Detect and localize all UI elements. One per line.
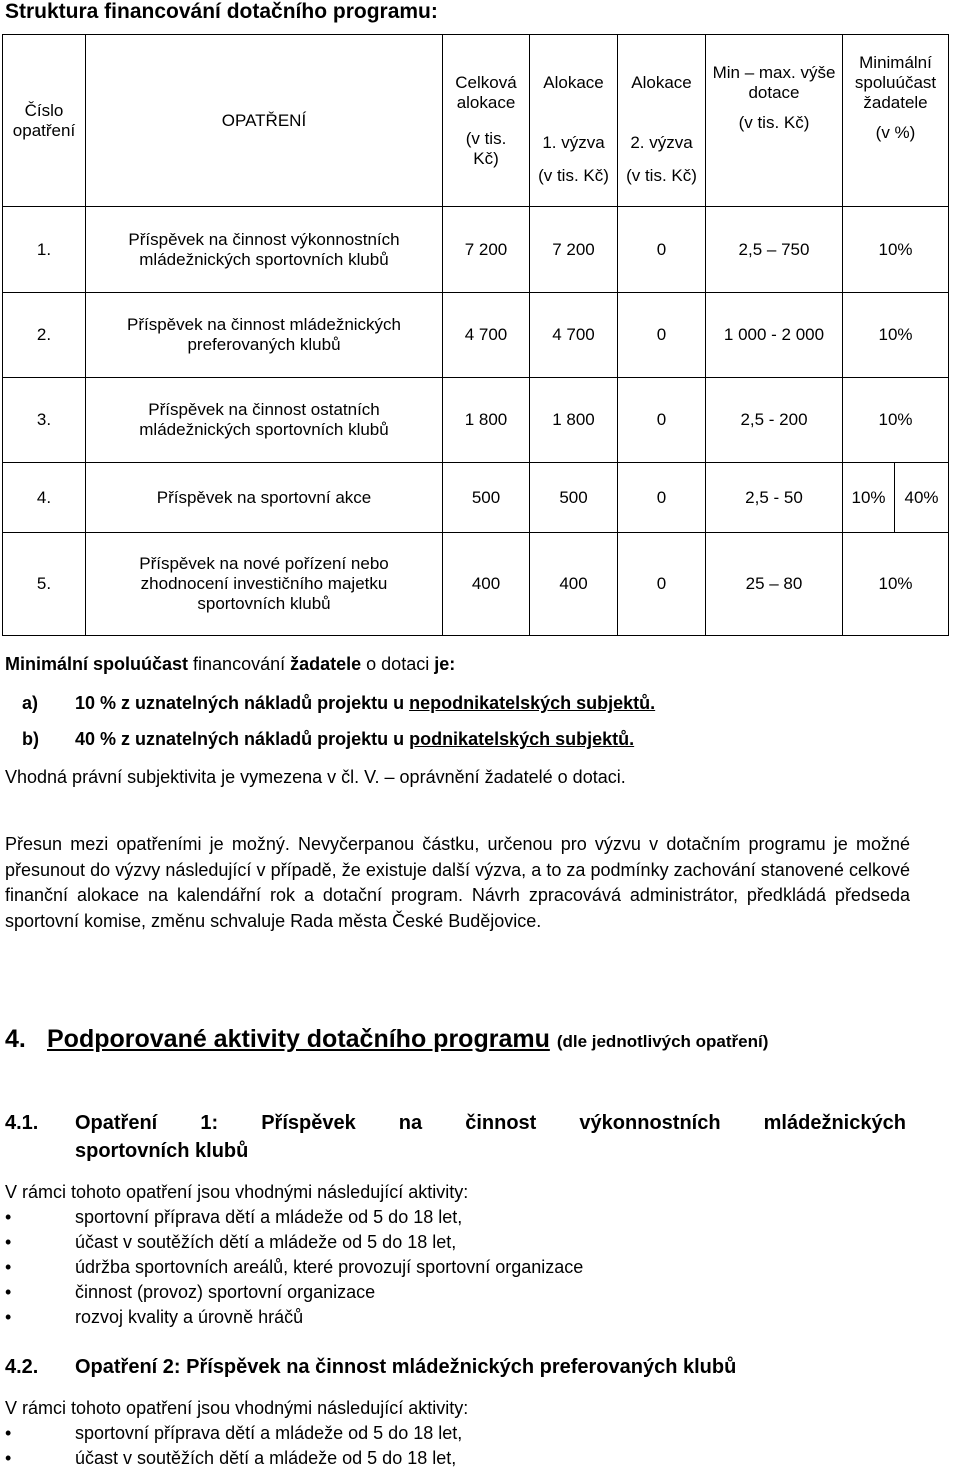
list-item: • účast v soutěžích dětí a mládeže od 5 do 18 let,	[5, 1448, 457, 1468]
header-alokace-2: Alokace 2. výzva (v tis. Kč)	[618, 35, 706, 207]
row-vyzva-2: 0	[618, 207, 706, 293]
table-row	[3, 463, 949, 533]
table-row	[3, 207, 949, 293]
row-spoluucast: 10%	[843, 293, 949, 378]
row-number: 4.	[3, 463, 86, 533]
section-4-1-intro: V rámci tohoto opatření jsou vhodnými následující aktivity:	[5, 1182, 469, 1202]
row-vyzva-2: 0	[618, 533, 706, 636]
row-celkova: 400	[443, 533, 530, 636]
list-item: • sportovní příprava dětí a mládeže od 5 do 18 let,	[5, 1423, 463, 1443]
section-4-1-title-line2: sportovních klubů	[75, 1140, 249, 1162]
row-number: 5.	[3, 533, 86, 636]
list-item: • účast v soutěžích dětí a mládeže od 5 do 18 let,	[5, 1232, 457, 1252]
row-spoluucast: 10%	[843, 533, 949, 636]
row-number: 3.	[3, 378, 86, 463]
row-spoluucast-2: 40%	[895, 463, 949, 533]
row-name: Příspěvek na činnost ostatních mládežnických sportovních klubů	[86, 378, 443, 463]
row-vyzva-1: 1 800	[530, 378, 618, 463]
section-4-1-title-line1: Opatření 1: Příspěvek na činnost výkonnostních mládežnických	[75, 1112, 906, 1134]
row-min-max: 2,5 - 200	[706, 378, 843, 463]
row-celkova: 1 800	[443, 378, 530, 463]
row-celkova: 500	[443, 463, 530, 533]
financing-table	[2, 34, 949, 636]
row-min-max: 2,5 - 50	[706, 463, 843, 533]
header-opatreni: OPATŘENÍ	[86, 35, 443, 207]
vhodna-subjektivita: Vhodná právní subjektivita je vymezena v čl. V. – oprávnění žadatelé o dotaci.	[5, 767, 626, 787]
row-min-max: 25 – 80	[706, 533, 843, 636]
section-4-2-intro: V rámci tohoto opatření jsou vhodnými následující aktivity:	[5, 1398, 469, 1418]
table-row	[3, 378, 949, 463]
row-number: 2.	[3, 293, 86, 378]
row-vyzva-1: 500	[530, 463, 618, 533]
row-min-max: 1 000 - 2 000	[706, 293, 843, 378]
row-vyzva-2: 0	[618, 378, 706, 463]
header-spoluucast: Minimální spoluúčast žadatele (v %)	[843, 35, 949, 207]
table-header-row	[3, 35, 949, 207]
list-item: • údržba sportovních areálů, které provozují sportovní organizace	[5, 1257, 584, 1277]
row-name: Příspěvek na činnost mládežnických preferovaných klubů	[86, 293, 443, 378]
row-spoluucast: 10%	[843, 463, 895, 533]
row-vyzva-1: 7 200	[530, 207, 618, 293]
row-name: Příspěvek na činnost výkonnostních mládežnických sportovních klubů	[86, 207, 443, 293]
row-min-max: 2,5 – 750	[706, 207, 843, 293]
row-name: Příspěvek na nové pořízení nebo zhodnocení investičního majetku sportovních klubů	[86, 533, 443, 636]
section-4-2-heading: 4.2. Opatření 2: Příspěvek na činnost mládežnických preferovaných klubů	[5, 1356, 737, 1378]
row-number: 1.	[3, 207, 86, 293]
row-vyzva-2: 0	[618, 293, 706, 378]
list-item: • činnost (provoz) sportovní organizace	[5, 1282, 376, 1302]
row-name: Příspěvek na sportovní akce	[86, 463, 443, 533]
row-vyzva-1: 400	[530, 533, 618, 636]
transfer-paragraph: Přesun mezi opatřeními je možný. Nevyčerpanou částku, určenou pro výzvu v dotačním programu je možné přesunout do výzvy následující v případě, že existuje další výzva, a to za podmínky zachování stanovené celkové finanční alokace na kalendářní rok a dotační program. Návrh zpracovává administrátor, předkládá předseda sportovní komise, změnu schvaluje Rada města České Budějovice.	[5, 834, 910, 931]
list-item: • sportovní příprava dětí a mládeže od 5 do 18 let,	[5, 1207, 463, 1227]
condition-item-a: a) 10 % z uznatelných nákladů projektu u nepodnikatelských subjektů.	[22, 693, 656, 713]
header-cislo: Číslo opatření	[3, 35, 86, 207]
table-row	[3, 293, 949, 378]
row-spoluucast: 10%	[843, 207, 949, 293]
row-vyzva-1: 4 700	[530, 293, 618, 378]
row-vyzva-2: 0	[618, 463, 706, 533]
min-spoluucast-line: Minimální spoluúčast financování žadatele o dotaci je:	[5, 654, 456, 674]
section-4-1-heading: 4.1.	[5, 1112, 39, 1134]
header-alokace-1: Alokace 1. výzva (v tis. Kč)	[530, 35, 618, 207]
header-min-max: Min – max. výše dotace (v tis. Kč)	[706, 35, 843, 207]
section-4-heading: 4. Podporované aktivity dotačního programu (dle jednotlivých opatření)	[5, 1025, 769, 1053]
table-row	[3, 533, 949, 636]
condition-item-b: b) 40 % z uznatelných nákladů projektu u podnikatelských subjektů.	[22, 729, 635, 749]
row-spoluucast: 10%	[843, 378, 949, 463]
header-celkova-alokace: Celková alokace (v tis. Kč)	[443, 35, 530, 207]
page-title: Struktura financování dotačního programu:	[5, 0, 438, 23]
row-celkova: 7 200	[443, 207, 530, 293]
list-item: • rozvoj kvality a úrovně hráčů	[5, 1307, 304, 1327]
row-celkova: 4 700	[443, 293, 530, 378]
